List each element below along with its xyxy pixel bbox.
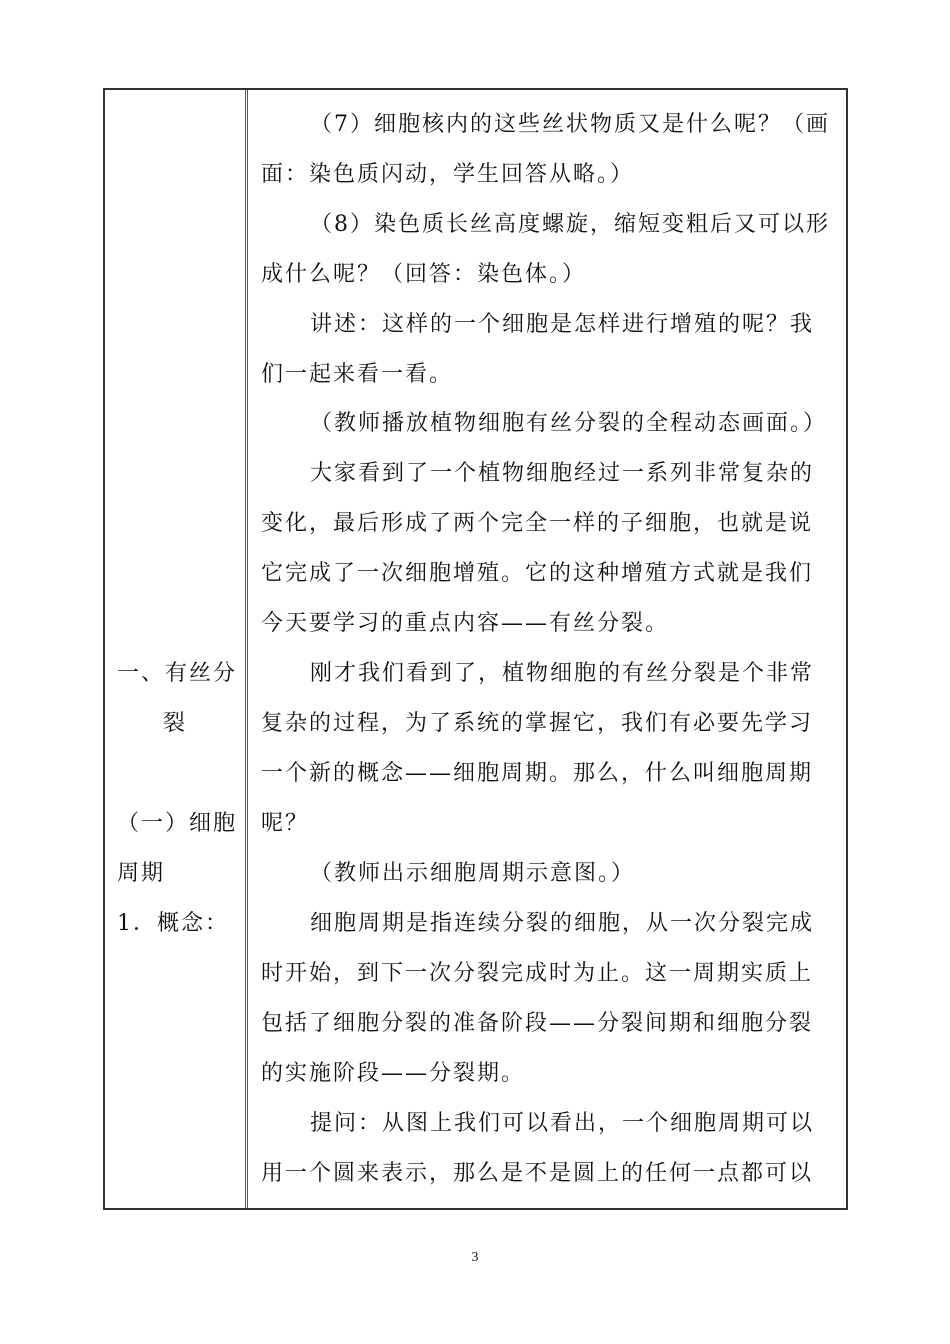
topic-column (105, 90, 248, 1208)
content-line: 它完成了一次细胞增殖。它的这种增殖方式就是我们 (261, 561, 814, 586)
content-line: 面：染色质闪动，学生回答从略。） (261, 162, 635, 187)
content-line: 复杂的过程，为了系统的掌握它，我们有必要先学习 (261, 711, 814, 736)
content-line: 呢？ (261, 811, 310, 836)
content-line: 大家看到了一个植物细胞经过一系列非常复杂的 (310, 461, 815, 486)
content-line: 细胞周期是指连续分裂的细胞，从一次分裂完成 (310, 911, 815, 936)
lesson-table (103, 88, 848, 1210)
topic-line: （一）细胞 (117, 811, 238, 836)
content-column (251, 90, 846, 1208)
topic-line: 1．概念： (117, 911, 229, 936)
topic-line: 一、有丝分 (117, 661, 238, 686)
content-line: 成什么呢？（回答：染色体。） (261, 262, 587, 287)
page-number: 3 (471, 1250, 479, 1265)
content-line: 变化，最后形成了两个完全一样的子细胞，也就是说 (261, 511, 814, 536)
content-line: 包括了细胞分裂的准备阶段——分裂间期和细胞分裂 (261, 1011, 814, 1036)
content-line: （教师播放植物细胞有丝分裂的全程动态画面。） (310, 411, 828, 436)
content-line: （7）细胞核内的这些丝状物质又是什么呢？（画 (310, 112, 830, 137)
content-line: 提问：从图上我们可以看出，一个细胞周期可以 (310, 1111, 815, 1136)
topic-line: 裂 (163, 711, 188, 736)
content-line: 的实施阶段——分裂期。 (261, 1061, 526, 1086)
content-line: 讲述：这样的一个细胞是怎样进行增殖的呢？我 (310, 312, 815, 337)
content-line: 用一个圆来表示，那么是不是圆上的任何一点都可以 (261, 1161, 814, 1186)
content-line: 时开始，到下一次分裂完成时为止。这一周期实质上 (261, 961, 814, 986)
content-line: （8）染色质长丝高度螺旋，缩短变粗后又可以形 (310, 212, 830, 237)
content-line: 们一起来看一看。 (261, 362, 454, 387)
content-line: 一个新的概念——细胞周期。那么，什么叫细胞周期 (261, 761, 814, 786)
content-line: （教师出示细胞周期示意图。） (310, 861, 636, 886)
topic-line: 周期 (117, 861, 166, 886)
content-line: 刚才我们看到了，植物细胞的有丝分裂是个非常 (310, 661, 815, 686)
content-line: 今天要学习的重点内容——有丝分裂。 (261, 611, 670, 636)
